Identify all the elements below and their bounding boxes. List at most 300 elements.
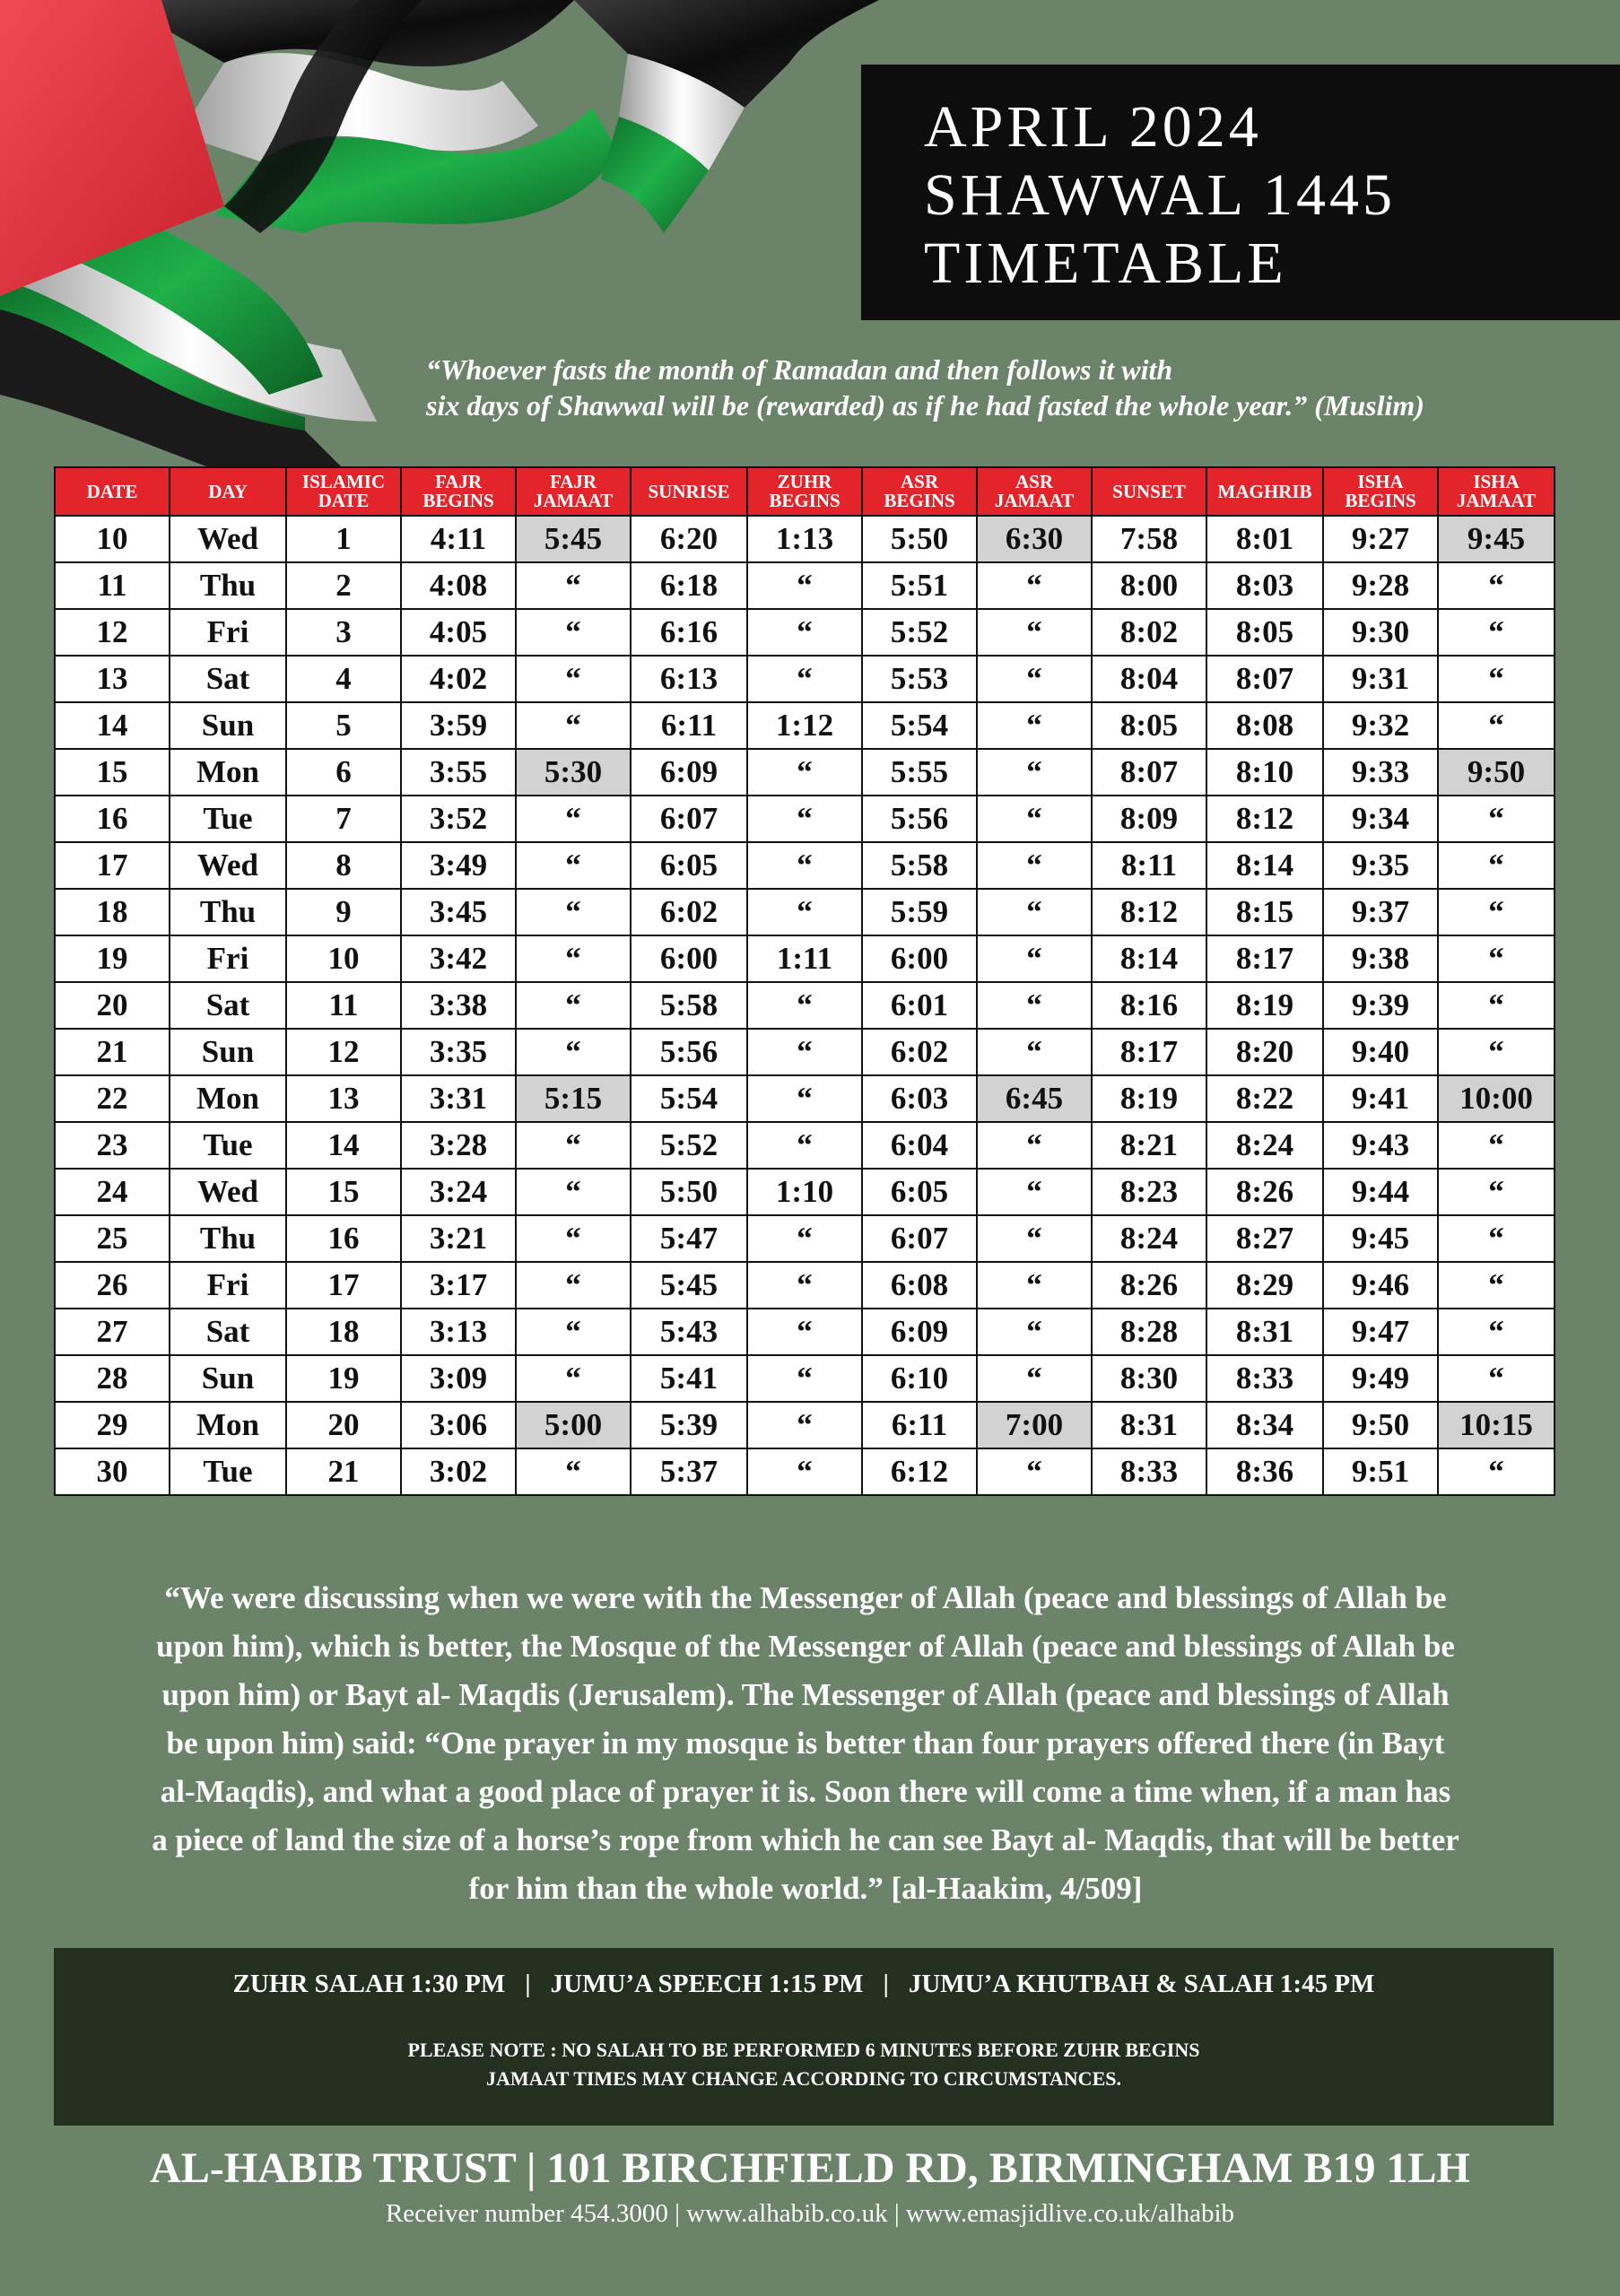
table-cell: 9:39 xyxy=(1323,982,1438,1029)
table-cell: 5:58 xyxy=(631,982,747,1029)
footer-address: AL-HABIB TRUST | 101 BIRCHFIELD RD, BIRMINGHAM B19 1LH xyxy=(150,2144,1470,2192)
table-cell: 26 xyxy=(55,1262,170,1309)
table-cell: “ xyxy=(1438,1355,1555,1402)
table-cell: 4:11 xyxy=(401,516,516,562)
column-header-label: ISHA xyxy=(1357,471,1404,492)
table-cell: “ xyxy=(516,796,631,842)
table-cell: 29 xyxy=(55,1402,170,1448)
table-cell: 5:43 xyxy=(631,1309,747,1355)
table-cell: “ xyxy=(1438,702,1555,749)
table-cell: 13 xyxy=(55,656,170,702)
table-cell: 18 xyxy=(55,889,170,935)
table-cell: 9:35 xyxy=(1323,842,1438,889)
table-cell: 24 xyxy=(55,1169,170,1215)
table-cell: 5:45 xyxy=(631,1262,747,1309)
table-cell: “ xyxy=(516,889,631,935)
table-cell: “ xyxy=(977,562,1092,609)
table-cell: 6:07 xyxy=(862,1215,977,1262)
table-cell: Fri xyxy=(170,609,286,656)
table-cell: 9:47 xyxy=(1323,1309,1438,1355)
table-cell: “ xyxy=(747,1309,862,1355)
table-cell: 9:45 xyxy=(1438,516,1555,562)
table-cell: 5:50 xyxy=(631,1169,747,1215)
table-row xyxy=(55,1122,1555,1169)
table-cell: 8:24 xyxy=(1206,1122,1323,1169)
table-cell: 5:51 xyxy=(862,562,977,609)
table-row xyxy=(55,1448,1555,1495)
table-cell: 6:08 xyxy=(862,1262,977,1309)
table-cell: 6:05 xyxy=(862,1169,977,1215)
table-cell: “ xyxy=(1438,842,1555,889)
table-cell: “ xyxy=(977,1309,1092,1355)
title-timetable: TIMETABLE xyxy=(924,230,1287,296)
table-cell: 5 xyxy=(286,702,401,749)
hadith-text xyxy=(54,1574,1557,1913)
table-cell: “ xyxy=(516,562,631,609)
table-cell: 8:01 xyxy=(1206,516,1323,562)
table-cell: 25 xyxy=(55,1215,170,1262)
table-cell: Thu xyxy=(170,1215,286,1262)
table-cell: Wed xyxy=(170,516,286,562)
table-cell: 6 xyxy=(286,749,401,796)
column-header-sublabel: JAMAAT xyxy=(994,490,1075,511)
table-cell: 6:12 xyxy=(862,1448,977,1495)
column-header-label: ASR xyxy=(1015,471,1053,492)
table-cell: “ xyxy=(977,1215,1092,1262)
table-cell: 10:00 xyxy=(1438,1075,1555,1122)
table-cell: “ xyxy=(747,842,862,889)
table-row xyxy=(55,702,1555,749)
table-cell: 9:40 xyxy=(1323,1029,1438,1075)
table-cell: 22 xyxy=(55,1075,170,1122)
column-header xyxy=(1092,467,1206,516)
table-row xyxy=(55,1029,1555,1075)
table-cell: 17 xyxy=(286,1262,401,1309)
table-cell: 8:30 xyxy=(1092,1355,1206,1402)
table-cell: “ xyxy=(977,1448,1092,1495)
table-cell: 4:05 xyxy=(401,609,516,656)
table-cell: “ xyxy=(977,842,1092,889)
table-cell: “ xyxy=(1438,935,1555,982)
table-cell: 5:47 xyxy=(631,1215,747,1262)
table-cell: “ xyxy=(977,1122,1092,1169)
table-cell: 11 xyxy=(55,562,170,609)
table-cell: 6:30 xyxy=(977,516,1092,562)
separator: | xyxy=(883,1970,889,1998)
table-cell: 11 xyxy=(286,982,401,1029)
table-row xyxy=(55,749,1555,796)
table-row xyxy=(55,656,1555,702)
table-cell: 9:49 xyxy=(1323,1355,1438,1402)
table-cell: 7:00 xyxy=(977,1402,1092,1448)
table-cell: “ xyxy=(1438,1215,1555,1262)
table-cell: 12 xyxy=(55,609,170,656)
column-header xyxy=(516,467,631,516)
table-cell: 9:34 xyxy=(1323,796,1438,842)
column-header-label: FAJR xyxy=(549,471,597,492)
table-cell: 8:33 xyxy=(1092,1448,1206,1495)
table-cell: Tue xyxy=(170,796,286,842)
table-cell: 9:46 xyxy=(1323,1262,1438,1309)
jumua-khutbah-time: JUMU’A KHUTBAH & SALAH 1:45 PM xyxy=(908,1970,1375,1998)
table-cell: 8:04 xyxy=(1092,656,1206,702)
table-cell: 6:11 xyxy=(631,702,747,749)
table-cell: “ xyxy=(747,1402,862,1448)
table-cell: Sun xyxy=(170,1029,286,1075)
column-header-sublabel: BEGINS xyxy=(1345,490,1416,511)
table-cell: “ xyxy=(977,1169,1092,1215)
table-cell: 6:04 xyxy=(862,1122,977,1169)
table-cell: 8:14 xyxy=(1092,935,1206,982)
table-cell: 5:53 xyxy=(862,656,977,702)
table-cell: 6:10 xyxy=(862,1355,977,1402)
table-cell: Mon xyxy=(170,1402,286,1448)
table-cell: 12 xyxy=(286,1029,401,1075)
title-islamic-month: SHAWWAL 1445 xyxy=(924,162,1397,228)
table-cell: 20 xyxy=(286,1402,401,1448)
table-cell: “ xyxy=(747,1122,862,1169)
table-cell: “ xyxy=(977,702,1092,749)
column-header xyxy=(747,467,862,516)
table-cell: “ xyxy=(516,982,631,1029)
table-cell: Tue xyxy=(170,1122,286,1169)
table-cell: “ xyxy=(747,1355,862,1402)
table-row xyxy=(55,1309,1555,1355)
table-cell: 14 xyxy=(286,1122,401,1169)
table-cell: 9:38 xyxy=(1323,935,1438,982)
table-cell: “ xyxy=(747,609,862,656)
table-cell: 7 xyxy=(286,796,401,842)
table-cell: “ xyxy=(516,1448,631,1495)
table-cell: 3:55 xyxy=(401,749,516,796)
table-cell: 3 xyxy=(286,609,401,656)
table-cell: 3:52 xyxy=(401,796,516,842)
column-header-sublabel: BEGINS xyxy=(884,490,955,511)
salah-times-line xyxy=(54,1970,1554,1999)
table-cell: 6:03 xyxy=(862,1075,977,1122)
table-cell: Sat xyxy=(170,982,286,1029)
table-cell: 5:58 xyxy=(862,842,977,889)
table-cell: Fri xyxy=(170,935,286,982)
table-cell: “ xyxy=(516,702,631,749)
table-cell: 8:12 xyxy=(1206,796,1323,842)
column-header xyxy=(1206,467,1323,516)
table-cell: 8:22 xyxy=(1206,1075,1323,1122)
table-row xyxy=(55,1355,1555,1402)
table-cell: “ xyxy=(747,562,862,609)
column-header-label: SUNSET xyxy=(1112,480,1186,502)
notice-box xyxy=(54,1948,1554,2126)
table-cell: 19 xyxy=(55,935,170,982)
column-header-label: SUNRISE xyxy=(648,480,730,502)
table-cell: 9:51 xyxy=(1323,1448,1438,1495)
table-cell: “ xyxy=(1438,796,1555,842)
table-cell: 8:27 xyxy=(1206,1215,1323,1262)
timetable-header-row xyxy=(55,467,1555,516)
table-cell: 10 xyxy=(286,935,401,982)
table-cell: “ xyxy=(516,935,631,982)
table-cell: 8:19 xyxy=(1092,1075,1206,1122)
table-cell: “ xyxy=(977,796,1092,842)
table-cell: 1:12 xyxy=(747,702,862,749)
table-cell: 8:11 xyxy=(1092,842,1206,889)
table-cell: 9:50 xyxy=(1438,749,1555,796)
table-cell: 8:02 xyxy=(1092,609,1206,656)
table-cell: 6:09 xyxy=(862,1309,977,1355)
table-cell: “ xyxy=(516,656,631,702)
table-cell: 8:20 xyxy=(1206,1029,1323,1075)
table-cell: “ xyxy=(977,935,1092,982)
column-header-label: DAY xyxy=(208,480,248,502)
table-row xyxy=(55,562,1555,609)
table-cell: 18 xyxy=(286,1309,401,1355)
table-cell: “ xyxy=(516,842,631,889)
column-header-sublabel: JAMAAT xyxy=(533,490,614,511)
table-cell: 8 xyxy=(286,842,401,889)
table-cell: “ xyxy=(516,1309,631,1355)
table-cell: 9:45 xyxy=(1323,1215,1438,1262)
table-cell: 9:31 xyxy=(1323,656,1438,702)
table-cell: 8:07 xyxy=(1092,749,1206,796)
table-cell: 3:49 xyxy=(401,842,516,889)
table-cell: “ xyxy=(747,1029,862,1075)
table-cell: “ xyxy=(1438,562,1555,609)
table-row xyxy=(55,609,1555,656)
table-cell: 5:15 xyxy=(516,1075,631,1122)
column-header xyxy=(55,467,170,516)
table-cell: 6:45 xyxy=(977,1075,1092,1122)
table-cell: Wed xyxy=(170,1169,286,1215)
table-cell: “ xyxy=(977,749,1092,796)
table-cell: 8:31 xyxy=(1206,1309,1323,1355)
table-cell: 5:55 xyxy=(862,749,977,796)
column-header-label: DATE xyxy=(86,480,138,502)
table-cell: 4:02 xyxy=(401,656,516,702)
table-cell: “ xyxy=(516,1262,631,1309)
table-cell: “ xyxy=(516,609,631,656)
table-cell: 6:00 xyxy=(631,935,747,982)
footer-contact: Receiver number 454.3000 | www.alhabib.co.uk | www.emasjidlive.co.uk/alhabib xyxy=(385,2199,1235,2228)
table-cell: 5:39 xyxy=(631,1402,747,1448)
note-no-salah: PLEASE NOTE : NO SALAH TO BE PERFORMED 6 MINUTES BEFORE ZUHR BEGINS xyxy=(407,2039,1200,2061)
table-cell: 3:17 xyxy=(401,1262,516,1309)
table-cell: 1:13 xyxy=(747,516,862,562)
table-cell: 1:10 xyxy=(747,1169,862,1215)
column-header-sublabel: JAMAAT xyxy=(1456,490,1537,511)
table-cell: “ xyxy=(977,656,1092,702)
table-cell: Thu xyxy=(170,562,286,609)
table-cell: Fri xyxy=(170,1262,286,1309)
table-cell: 8:10 xyxy=(1206,749,1323,796)
table-cell: “ xyxy=(747,1215,862,1262)
table-cell: Tue xyxy=(170,1448,286,1495)
table-cell: “ xyxy=(516,1215,631,1262)
table-cell: 3:09 xyxy=(401,1355,516,1402)
title-month: APRIL 2024 xyxy=(924,94,1262,160)
table-cell: 8:15 xyxy=(1206,889,1323,935)
column-header xyxy=(170,467,286,516)
column-header-label: ISHA xyxy=(1473,471,1520,492)
table-row xyxy=(55,1402,1555,1448)
table-cell: 3:35 xyxy=(401,1029,516,1075)
shawwal-quote-line: six days of Shawwal will be (rewarded) as if he had fasted the whole year.” (Muslim) xyxy=(426,389,1424,422)
table-cell: “ xyxy=(977,1355,1092,1402)
table-cell: 8:16 xyxy=(1092,982,1206,1029)
table-cell: 6:00 xyxy=(862,935,977,982)
hadith-line: for him than the whole world.” [al-Haakim, 4/509] xyxy=(468,1871,1143,1906)
table-cell: 3:31 xyxy=(401,1075,516,1122)
table-cell: 6:16 xyxy=(631,609,747,656)
table-cell: 28 xyxy=(55,1355,170,1402)
table-cell: 8:24 xyxy=(1092,1215,1206,1262)
table-cell: 8:23 xyxy=(1092,1169,1206,1215)
table-cell: 3:24 xyxy=(401,1169,516,1215)
table-cell: 16 xyxy=(286,1215,401,1262)
table-cell: 8:07 xyxy=(1206,656,1323,702)
column-header xyxy=(401,467,516,516)
table-cell: 10:15 xyxy=(1438,1402,1555,1448)
table-cell: Mon xyxy=(170,1075,286,1122)
table-cell: “ xyxy=(747,1075,862,1122)
table-cell: 8:05 xyxy=(1206,609,1323,656)
table-cell: 21 xyxy=(55,1029,170,1075)
table-cell: 23 xyxy=(55,1122,170,1169)
table-cell: 5:37 xyxy=(631,1448,747,1495)
table-cell: “ xyxy=(1438,1262,1555,1309)
table-cell: 6:20 xyxy=(631,516,747,562)
table-cell: 3:28 xyxy=(401,1122,516,1169)
table-cell: Sat xyxy=(170,1309,286,1355)
table-cell: 8:03 xyxy=(1206,562,1323,609)
hadith-line: a piece of land the size of a horse’s rope from which he can see Bayt al- Maqdis, that will be better xyxy=(152,1822,1459,1857)
table-cell: “ xyxy=(1438,609,1555,656)
table-cell: 21 xyxy=(286,1448,401,1495)
table-cell: “ xyxy=(977,1029,1092,1075)
table-row xyxy=(55,516,1555,562)
table-cell: 8:05 xyxy=(1092,702,1206,749)
table-cell: 5:52 xyxy=(631,1122,747,1169)
table-row xyxy=(55,1262,1555,1309)
table-cell: “ xyxy=(747,1448,862,1495)
table-cell: “ xyxy=(977,889,1092,935)
table-cell: 6:18 xyxy=(631,562,747,609)
column-header xyxy=(631,467,747,516)
table-cell: 9:43 xyxy=(1323,1122,1438,1169)
table-cell: “ xyxy=(747,1262,862,1309)
column-header xyxy=(977,467,1092,516)
table-cell: 8:14 xyxy=(1206,842,1323,889)
column-header-sublabel: BEGINS xyxy=(769,490,840,511)
jumua-speech-time: JUMU’A SPEECH 1:15 PM xyxy=(550,1970,864,1998)
table-cell: 6:11 xyxy=(862,1402,977,1448)
table-cell: “ xyxy=(1438,1309,1555,1355)
prayer-timetable xyxy=(54,466,1555,1496)
table-cell: 6:02 xyxy=(631,889,747,935)
table-cell: 8:00 xyxy=(1092,562,1206,609)
table-cell: 8:33 xyxy=(1206,1355,1323,1402)
table-cell: 8:34 xyxy=(1206,1402,1323,1448)
table-cell: 5:52 xyxy=(862,609,977,656)
column-header-label: FAJR xyxy=(434,471,483,492)
table-cell: 8:21 xyxy=(1092,1122,1206,1169)
table-cell: 5:56 xyxy=(862,796,977,842)
table-cell: 4:08 xyxy=(401,562,516,609)
table-cell: “ xyxy=(516,1169,631,1215)
table-cell: 3:42 xyxy=(401,935,516,982)
column-header-sublabel: BEGINS xyxy=(422,490,494,511)
table-cell: “ xyxy=(516,1355,631,1402)
table-cell: 6:09 xyxy=(631,749,747,796)
table-cell: “ xyxy=(747,889,862,935)
table-cell: “ xyxy=(1438,1029,1555,1075)
table-cell: 5:50 xyxy=(862,516,977,562)
table-cell: 9:32 xyxy=(1323,702,1438,749)
table-cell: 5:45 xyxy=(516,516,631,562)
table-cell: Thu xyxy=(170,889,286,935)
table-cell: 9:50 xyxy=(1323,1402,1438,1448)
table-cell: Mon xyxy=(170,749,286,796)
table-cell: Sun xyxy=(170,1355,286,1402)
table-cell: 3:38 xyxy=(401,982,516,1029)
table-cell: 3:06 xyxy=(401,1402,516,1448)
table-cell: “ xyxy=(516,1029,631,1075)
table-cell: 8:36 xyxy=(1206,1448,1323,1495)
table-row xyxy=(55,1169,1555,1215)
table-cell: 10 xyxy=(55,516,170,562)
table-cell: “ xyxy=(1438,1448,1555,1495)
table-row xyxy=(55,796,1555,842)
table-cell: 8:29 xyxy=(1206,1262,1323,1309)
table-row xyxy=(55,982,1555,1029)
table-cell: 8:28 xyxy=(1092,1309,1206,1355)
column-header xyxy=(1438,467,1555,516)
column-header-label: ISLAMIC xyxy=(301,471,386,492)
table-cell: “ xyxy=(977,1262,1092,1309)
column-header xyxy=(1323,467,1438,516)
zuhr-salah-time: ZUHR SALAH 1:30 PM xyxy=(232,1970,506,1998)
table-cell: 9:27 xyxy=(1323,516,1438,562)
table-row xyxy=(55,1215,1555,1262)
table-cell: 8:08 xyxy=(1206,702,1323,749)
table-cell: 6:07 xyxy=(631,796,747,842)
table-cell: “ xyxy=(1438,1122,1555,1169)
table-cell: “ xyxy=(516,1122,631,1169)
table-row xyxy=(55,935,1555,982)
table-cell: 5:54 xyxy=(862,702,977,749)
table-cell: 6:05 xyxy=(631,842,747,889)
table-cell: 8:12 xyxy=(1092,889,1206,935)
table-row xyxy=(55,842,1555,889)
table-cell: 3:21 xyxy=(401,1215,516,1262)
table-cell: 20 xyxy=(55,982,170,1029)
table-cell: 8:09 xyxy=(1092,796,1206,842)
table-cell: 7:58 xyxy=(1092,516,1206,562)
hadith-line: upon him), which is better, the Mosque of the Messenger of Allah (peace and blessings of Allah be xyxy=(156,1629,1455,1664)
table-cell: 9:30 xyxy=(1323,609,1438,656)
table-cell: 5:54 xyxy=(631,1075,747,1122)
table-cell: 6:13 xyxy=(631,656,747,702)
table-cell: 14 xyxy=(55,702,170,749)
table-cell: 8:31 xyxy=(1092,1402,1206,1448)
table-cell: 1 xyxy=(286,516,401,562)
table-cell: “ xyxy=(1438,656,1555,702)
column-header-label: ZUHR xyxy=(777,471,832,492)
table-cell: 8:17 xyxy=(1092,1029,1206,1075)
column-header-sublabel: DATE xyxy=(318,490,370,511)
hadith-line: al-Maqdis), and what a good place of prayer it is. Soon there will come a time when, if a man has xyxy=(160,1774,1451,1809)
table-cell: Sun xyxy=(170,702,286,749)
table-cell: 9:41 xyxy=(1323,1075,1438,1122)
